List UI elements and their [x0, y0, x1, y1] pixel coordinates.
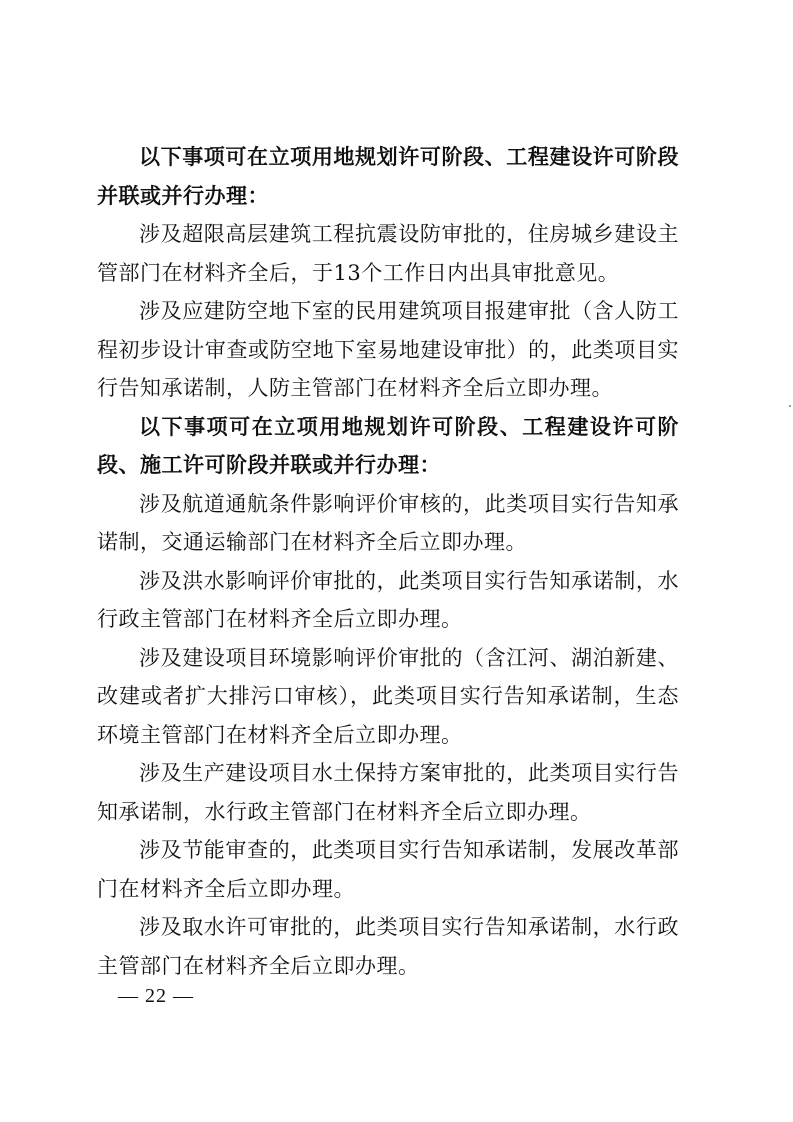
body-paragraph: 涉及洪水影响评价审批的，此类项目实行告知承诺制，水行政主管部门在材料齐全后立即办理。 — [97, 568, 679, 631]
section-heading-paragraph: 以下事项可在立项用地规划许可阶段、工程建设许可阶段、施工许可阶段并联或并行办理： — [97, 413, 679, 477]
body-paragraph: 涉及取水许可审批的，此类项目实行告知承诺制，水行政主管部门在材料齐全后立即办理。 — [97, 915, 679, 978]
body-text — [97, 138, 679, 985]
scan-speck — [789, 405, 791, 407]
page-number: — 22 — — [118, 985, 194, 1007]
body-paragraph: 涉及航道通航条件影响评价审核的，此类项目实行告知承诺制，交通运输部门在材料齐全后立即办理。 — [97, 491, 679, 554]
body-paragraph: 涉及建设项目环境影响评价审批的（含江河、湖泊新建、改建或者扩大排污口审核），此类项目实行告知承诺制，生态环境主管部门在材料齐全后立即办理。 — [97, 645, 679, 747]
section-heading-paragraph: 以下事项可在立项用地规划许可阶段、工程建设许可阶段并联或并行办理： — [97, 144, 679, 208]
body-paragraph: 涉及应建防空地下室的民用建筑项目报建审批（含人防工程初步设计审查或防空地下室易地建设审批）的，此类项目实行告知承诺制，人防主管部门在材料齐全后立即办理。 — [97, 299, 679, 400]
body-paragraph: 涉及生产建设项目水土保持方案审批的，此类项目实行告知承诺制，水行政主管部门在材料齐全后立即办理。 — [97, 761, 679, 824]
body-paragraph: 涉及节能审查的，此类项目实行告知承诺制，发展改革部门在材料齐全后立即办理。 — [97, 838, 679, 901]
body-paragraph: 涉及超限高层建筑工程抗震设防审批的，住房城乡建设主管部门在材料齐全后，于13个工作日内出具审批意见。 — [97, 222, 679, 285]
